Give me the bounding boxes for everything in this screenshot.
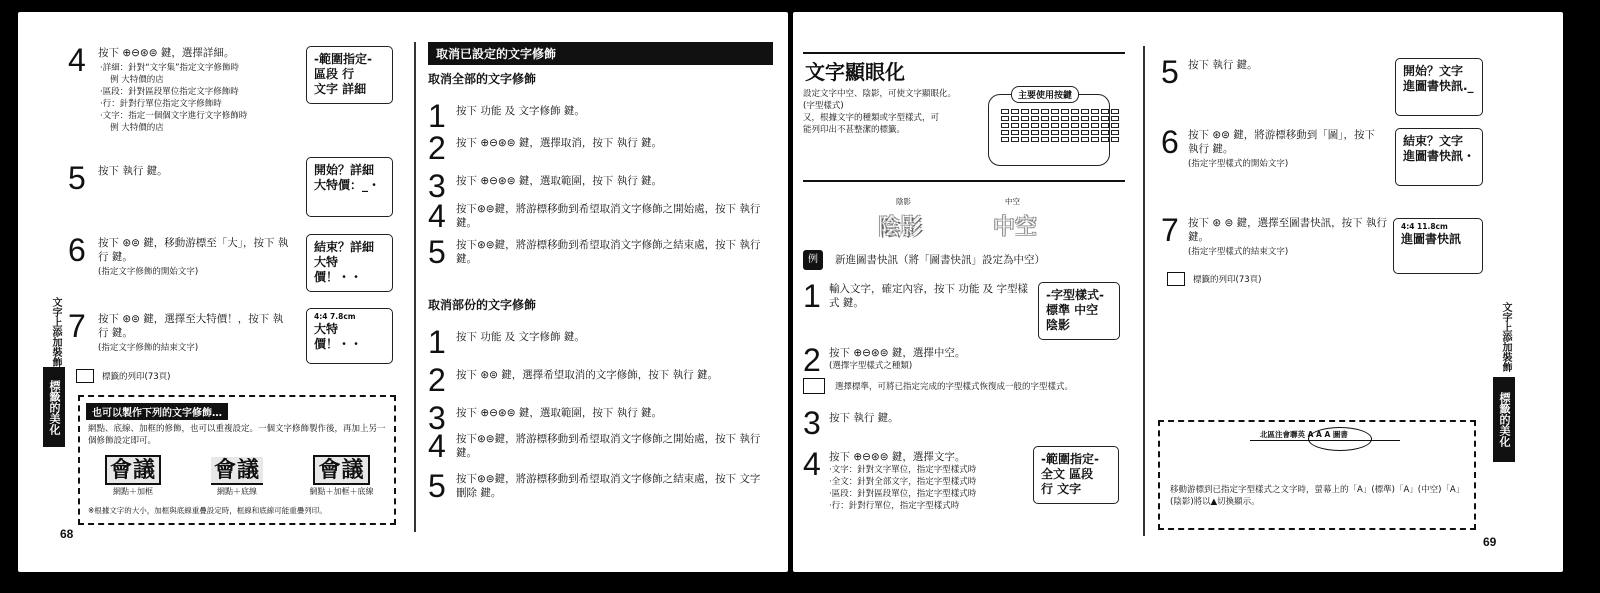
style-label-hollow: 中空 [1005,197,1020,206]
lcd-status: 4:4 11.8cm [1401,222,1448,231]
cancel-part-step-5-number: 5 [428,468,446,504]
tip-box-title: 也可以製作下列的文字修飾… [86,403,228,420]
info-box [1158,420,1476,530]
cancel-part-step-3-text: 按下 ⊕⊖⊛⊜ 鍵，選取範圍，按下 執行 鍵。 [456,407,663,419]
cancel-part-step-1-text: 按下 功能 及 文字修飾 鍵。 [456,331,585,343]
intro-line: (字型樣式) [803,101,844,111]
item: ·全文：針對全部文字，指定字型樣式時 [829,477,977,487]
item: 例 大特價的店 [110,75,164,85]
style-step-3-text: 按下 執行 鍵。 [829,412,899,424]
lcd-line: 進圖書快訊._ [1403,79,1474,93]
cancel-part-step-4-number: 4 [428,428,446,464]
lcd-final [1393,218,1483,274]
tip-box [78,395,396,525]
style-step-5-number: 5 [1161,54,1179,90]
intro-text [803,88,978,136]
step-4-items [100,62,315,134]
print-ref-link[interactable]: 標籤的列印(73頁) [1193,275,1262,285]
cancel-all-step-5-text: 按下⊛⊜鍵，將游標移動到希望取消文字修飾之結束處，按下 執行 鍵。 [456,239,761,265]
side-chapter-tab: 標籤的美化 [1493,377,1515,462]
style-step-6-note: (指定字型樣式的開始文字) [1188,159,1289,169]
cancel-part-step-5-text: 按下⊛⊜鍵，將游標移動到希望取消文字修飾之結束處，按下 文字刪除 鍵。 [456,473,761,499]
sample-caption: 網點＋底線 [217,487,257,496]
keyboard-keys [1001,109,1097,142]
sample-caption: 網點＋加框 [113,487,153,496]
sample-word: 會議 [211,457,263,485]
lcd-line: 開始？文字 [1403,64,1464,78]
cancel-all-step-2-number: 2 [428,130,446,166]
side-section-label: 文字上添加裝飾 [1500,302,1511,372]
lcd-line: -範圍指定- [1041,452,1099,466]
style-step-1-number: 1 [803,278,821,314]
style-step-3-number: 3 [803,405,821,441]
item: ·詳細：針對“文字集”指定文字修飾時 [100,63,240,73]
style-step-1-text: 輸入文字，確定內容，按下 功能 及 字型樣式 鍵。 [829,283,1029,309]
tip-box-desc: 網點、底線、加框的修飾，也可以重複設定。一個文字修飾製作後，再加上另一個修飾設定即可。 [88,424,386,446]
style-label-shadow: 陰影 [896,197,911,206]
step-7-number: 7 [68,308,86,344]
cancel-all-step-3-number: 3 [428,168,446,204]
cancel-all-step-4-number: 4 [428,198,446,234]
example-title: 新進圖書快訊（將「圖書快訊」設定為中空） [835,254,1045,266]
style-step-4-number: 4 [803,446,821,482]
title-top-rule [803,52,1125,54]
sample-word: 會議 [313,455,369,485]
lcd-line: 結束？文字 [1403,134,1464,148]
cancel-all-step-1-text: 按下 功能 及 文字修飾 鍵。 [456,105,585,117]
step-7-text: 按下 ⊛⊜ 鍵，選擇至大特價！，按下 執行 鍵。 [98,313,284,339]
cancel-part-step-1-number: 1 [428,324,446,360]
cancel-all-step-1-number: 1 [428,98,446,134]
style-step-4-text: 按下 ⊕⊖⊛⊜ 鍵，選擇文字。 [829,451,966,463]
cancel-all-step-4-text: 按下⊛⊜鍵，將游標移動到希望取消文字修飾之開始處，按下 執行 鍵。 [456,203,761,229]
sample-caption: 網點＋加框＋底線 [309,487,374,496]
lcd-line: 文字 詳細 [314,82,367,96]
lcd-font-style [1038,282,1120,340]
book-icon [76,369,94,383]
step-6-number: 6 [68,232,86,268]
display-illustration [1250,430,1400,474]
cancel-part-step-2-text: 按下 ⊛⊜ 鍵，選擇希望取消的文字修飾，按下 執行 鍵。 [456,369,718,381]
sample-word: 會議 [105,455,161,485]
item: ·區段：針對區段單位，指定字型樣式時 [829,489,977,499]
style-step-2-number: 2 [803,342,821,378]
lcd-line: 陰影 [1046,318,1071,332]
lcd-line: 區段 行 [314,67,355,81]
sample-dot-frame [88,453,178,497]
side-chapter-tab: 標籤的美化 [43,367,65,447]
cancel-part-step-3-number: 3 [428,400,446,436]
lcd-line: -字型樣式- [1046,288,1104,302]
highlight-ellipse [1308,427,1372,451]
style-step-6-number: 6 [1161,124,1179,160]
step-7-note: (指定文字修飾的結束文字) [98,343,199,353]
print-ref-link[interactable]: 標籤的列印(73頁) [102,372,171,382]
page-number: 68 [60,527,74,541]
item: ·文字：指定一個個文字進行文字修飾時 [100,111,248,121]
side-section-label: 文字上添加裝飾 [50,297,61,367]
style-step-2-text: 按下 ⊕⊖⊛⊜ 鍵，選擇中空。 [829,347,966,359]
tip-box-note: ※根據文字的大小，加框與底線重疊設定時，框線和底線可能重疊列印。 [88,506,327,515]
item: 例 大特價的店 [110,123,164,133]
lcd-start [1395,58,1483,116]
step-6-text: 按下 ⊛⊜ 鍵，移動游標至「大」，按下 執行 鍵。 [98,237,289,263]
intro-line: 設定文字中空、陰影，可使文字顯眼化。 [803,89,957,99]
cancel-part-step-4-text: 按下⊛⊜鍵，將游標移動到希望取消文字修飾之開始處，按下 執行 鍵。 [456,433,761,459]
lcd-end [306,234,393,292]
keyboard-diagram [988,91,1110,166]
style-step-6-text: 按下 ⊛⊜ 鍵，將游標移動到「圖」，按下 執行 鍵。 [1188,129,1376,155]
section-rule [803,180,1125,182]
book-icon [1167,272,1185,286]
section-title: 取消部份的文字修飾 [428,298,537,312]
item: ·行：針對行單位，指定字型樣式時 [829,501,960,511]
left-page [18,12,788,572]
lcd-status: 4:4 7.8cm [314,312,356,321]
sample-dot-frame-underline [294,453,389,497]
style-step-7-number: 7 [1161,212,1179,248]
sample-dot-underline [192,453,282,497]
lcd-line: 行 文字 [1041,482,1082,496]
lcd-line: 進圖書快訊 [1401,232,1462,246]
lcd-line: -範圍指定- [314,52,372,66]
lcd-line: 大特價！・・ [314,255,363,284]
column-divider [414,42,416,532]
lcd-line: 全文 區段 [1041,467,1094,481]
intro-line: 能列印出不甚整潔的標籤。 [803,125,906,135]
lcd-start [306,157,393,217]
style-sample-hollow: 中空 [993,215,1038,240]
lcd-line: 進圖書快訊・ [1403,149,1476,163]
example-icon: 例 [803,250,823,270]
step-4-number: 4 [68,42,86,78]
cancel-part-step-2-number: 2 [428,362,446,398]
info-box-desc: 移動游標到已指定字型樣式之文字時，螢幕上的「A」(標準)「A」(中空)「A」(陰影)將以▲切換顯示。 [1170,485,1465,507]
column-divider [1143,46,1145,536]
lcd-line: 大特價：_・ [314,178,381,192]
lcd-range-select [1033,446,1119,504]
item: ·區段：針對區段單位指定文字修飾時 [100,87,239,97]
lcd-line: 結束？詳細 [314,240,375,254]
tip-text: 選擇標準，可將已指定完成的字型樣式恢復成一般的字型樣式。 [835,382,1074,392]
item: ·文字：針對文字單位，指定字型樣式時 [829,465,977,475]
step-5-text: 按下 執行 鍵。 [98,165,168,177]
step-6-note: (指定文字修飾的開始文字) [98,267,199,277]
step-4-text: 按下 ⊕⊖⊛⊜ 鍵，選擇詳細。 [98,47,235,59]
page-title: 文字顯眼化 [805,60,905,84]
lcd-line: 標準 中空 [1046,303,1099,317]
style-step-7-text: 按下 ⊛ ⊜ 鍵，選擇至圖書快訊，按下 執行 鍵。 [1188,217,1387,243]
lcd-line: 開始？詳細 [314,163,375,177]
step-5-number: 5 [68,160,86,196]
cancel-all-step-3-text: 按下 ⊕⊖⊛⊜ 鍵，選取範圍，按下 執行 鍵。 [456,175,663,187]
section-title: 取消全部的文字修飾 [428,72,537,86]
cancel-all-step-5-number: 5 [428,234,446,270]
section-header: 取消已設定的文字修飾 [428,42,773,65]
style-step-4-items [829,464,1039,512]
item: ·行：針對行單位指定文字修飾時 [100,99,222,109]
lcd-end [1395,128,1483,186]
intro-line: 又，根據文字的種類或字型樣式，可 [803,113,940,123]
cancel-all-step-2-text: 按下 ⊕⊖⊛⊜ 鍵，選擇取消，按下 執行 鍵。 [456,137,663,149]
right-page [793,12,1563,572]
style-sample-shadow: 陰影 [878,215,923,240]
style-step-2-note: (選擇字型樣式之種類) [829,361,913,371]
lcd-range-select [306,46,393,104]
style-step-5-text: 按下 執行 鍵。 [1188,59,1258,71]
keyboard-label: 主要使用按鍵 [1011,86,1079,103]
lcd-line: 大特價！・・ [314,322,363,351]
style-step-7-note: (指定字型樣式的結束文字) [1188,247,1289,257]
display-text: 北區注會聯英 A A A 圖書 [1260,430,1348,439]
tip-icon [803,378,825,394]
lcd-final [306,308,393,364]
page-number: 69 [1483,535,1497,549]
